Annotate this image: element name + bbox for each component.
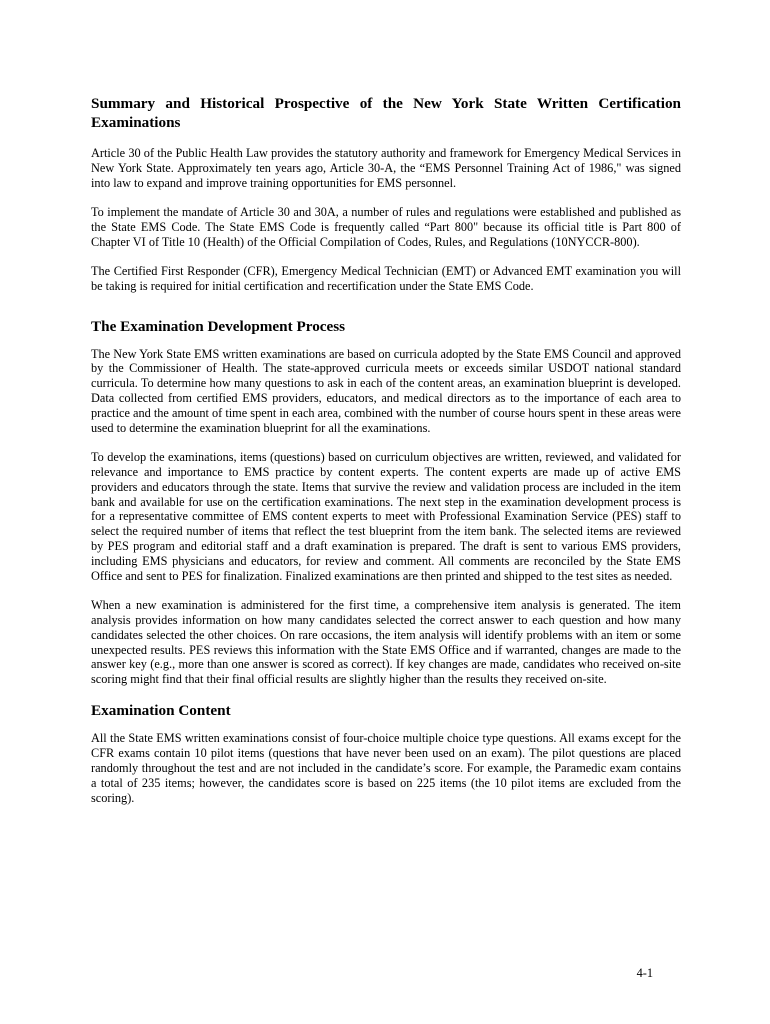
document-page: [91, 94, 681, 820]
section-heading-content: Examination Content: [91, 702, 231, 720]
document-title: Summary and Historical Prospective of the New York State Written Certification Examinations: [91, 95, 681, 131]
development-paragraph-1: The New York State EMS written examinations are based on curricula adopted by the State EMS Council and approved by the Commissioner of Health. The state-approved curricula meets or exceeds similar USDOT national standard curricula. To determine how many questions to ask in each of the content areas, an examination blueprint is developed. Data collected from certified EMS providers, educators, and medical directors as to the importance of each area to practice and the amount of time spent in each area, combined with the number of course hours spent in these areas were used to determine the examination blueprint for all the examinations.: [91, 346, 681, 435]
intro-paragraph-2: To implement the mandate of Article 30 and 30A, a number of rules and regulations were established and published as the State EMS Code. The State EMS Code is frequently called “Part 800" because its official title is Part 800 of Chapter VI of Title 10 (Health) of the Official Compilation of Codes, Rules, and Regulations (10NYCCR-800).: [91, 204, 681, 249]
development-paragraph-2: To develop the examinations, items (questions) based on curriculum objectives are written, reviewed, and validated for relevance and importance to EMS practice by content experts. The content experts are made up of active EMS providers and educators through the state. Items that survive the review and validation process are included in the item bank and available for use on the certification examinations. The next step in the examination development process is for a representative committee of EMS content experts to meet with Professional Examination Service (PES) staff to select the required number of items that reflect the test blueprint from the item bank. The selected items are reviewed by PES program and editorial staff and a draft examination is prepared. The draft is sent to various EMS providers, including EMS physicians and educators, for review and comment. All comments are reconciled by the State EMS Office and sent to PES for finalization. Finalized examinations are then printed and shipped to the test sites as needed.: [91, 449, 681, 583]
development-paragraph-3: When a new examination is administered for the first time, a comprehensive item analysis is generated. The item analysis provides information on how many candidates selected the correct answer to each question and how many candidates selected the other choices. On rare occasions, the item analysis will identify problems with an item or some unexpected results. PES reviews this information with the State EMS Office and if warranted, changes are made to the answer key (e.g., more than one answer is scored as correct). If key changes are made, candidates who received on-site scoring might find that their final official results are slightly higher than the results they received on-site.: [91, 597, 681, 687]
section-heading-development: The Examination Development Process: [91, 317, 346, 335]
intro-paragraph-1: Article 30 of the Public Health Law provides the statutory authority and framework for Emergency Medical Services in New York State. Approximately ten years ago, Article 30-A, the “EMS Personnel Training Act of 1986," was signed into law to expand and improve training opportunities for EMS personnel.: [91, 146, 681, 190]
content-paragraph-1: All the State EMS written examinations consist of four-choice multiple choice type questions. All exams except for the CFR exams contain 10 pilot items (questions that have never been used on an exam). The pilot questions are placed randomly throughout the test and are not included in the candidate’s score. For example, the Paramedic exam contains a total of 235 items; however, the candidates score is based on 225 items (the 10 pilot items are excluded from the scoring).: [91, 731, 681, 805]
page-number: 4-1: [636, 966, 653, 980]
intro-paragraph-3: The Certified First Responder (CFR), Emergency Medical Technician (EMT) or Advanced EMT examination you will be taking is required for initial certification and recertification under the State EMS Code.: [91, 263, 681, 293]
